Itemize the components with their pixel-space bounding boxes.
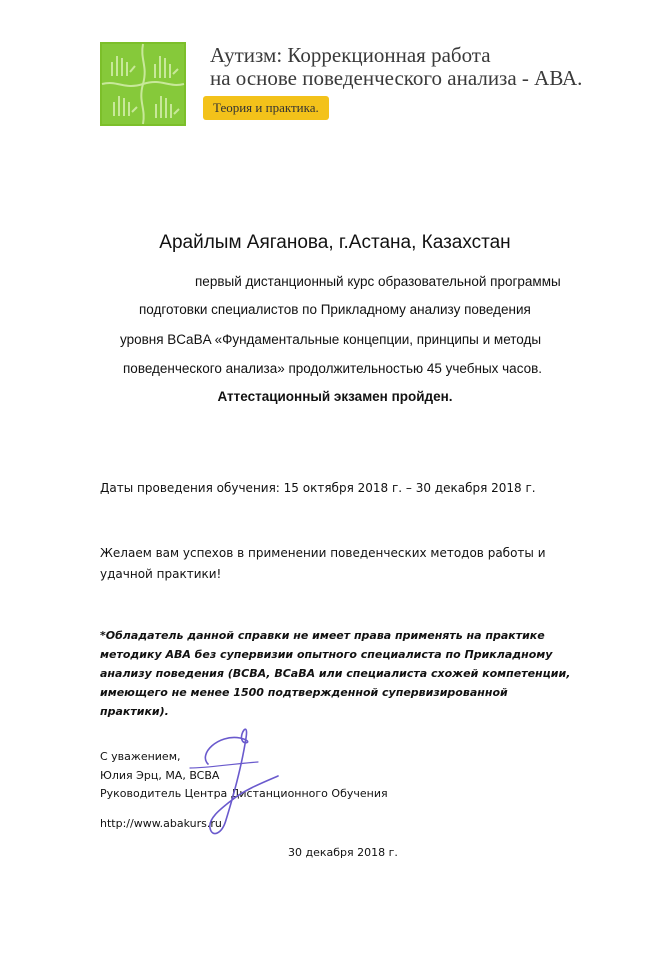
- disclaimer-note: *Обладатель данной справки не имеет права применять на практике методику АВА без супервизии опытного специалиста по Прикладному анализу поведения (BCBA, BCaBA или специалиста схожей компетенции, имеющего не менее 1500 подтвержденной супервизированной практики).: [100, 629, 571, 718]
- header-badge: Теория и практика.: [203, 96, 329, 120]
- green-hands-puzzle-icon: [100, 42, 186, 126]
- header-title-line-2: на основе поведенческого анализа - АВА.: [210, 66, 583, 90]
- signer-position: Руководитель Центра Дистанционного Обучения: [100, 787, 388, 800]
- training-dates: Даты проведения обучения: 15 октября 2018 г. – 30 декабря 2018 г.: [100, 481, 536, 495]
- website-url[interactable]: http://www.abakurs.ru: [100, 817, 222, 830]
- course-line-1: первый дистанционный курс образовательной программы: [195, 274, 561, 289]
- course-line-4: поведенческого анализа» продолжительностью 45 учебных часов.: [123, 361, 543, 376]
- handwritten-signature: [178, 724, 288, 844]
- course-line-2: подготовки специалистов по Прикладному анализу поведения: [139, 302, 531, 317]
- wishes-text: Желаем вам успехов в применении поведенческих методов работы и удачной практики!: [100, 546, 546, 581]
- sign-regards: С уважением,: [100, 750, 181, 763]
- recipient-name: Арайлым Аяганова, г.Астана, Казахстан: [159, 232, 511, 253]
- issue-date: 30 декабря 2018 г.: [288, 846, 398, 859]
- signer-name: Юлия Эрц, МА, BCBA: [100, 769, 220, 782]
- exam-result: Аттестационный экзамен пройден.: [217, 389, 453, 404]
- course-line-3: уровня BCaBA «Фундаментальные концепции, принципы и методы: [120, 332, 542, 347]
- header-title-line-1: Аутизм: Коррекционная работа: [210, 43, 491, 67]
